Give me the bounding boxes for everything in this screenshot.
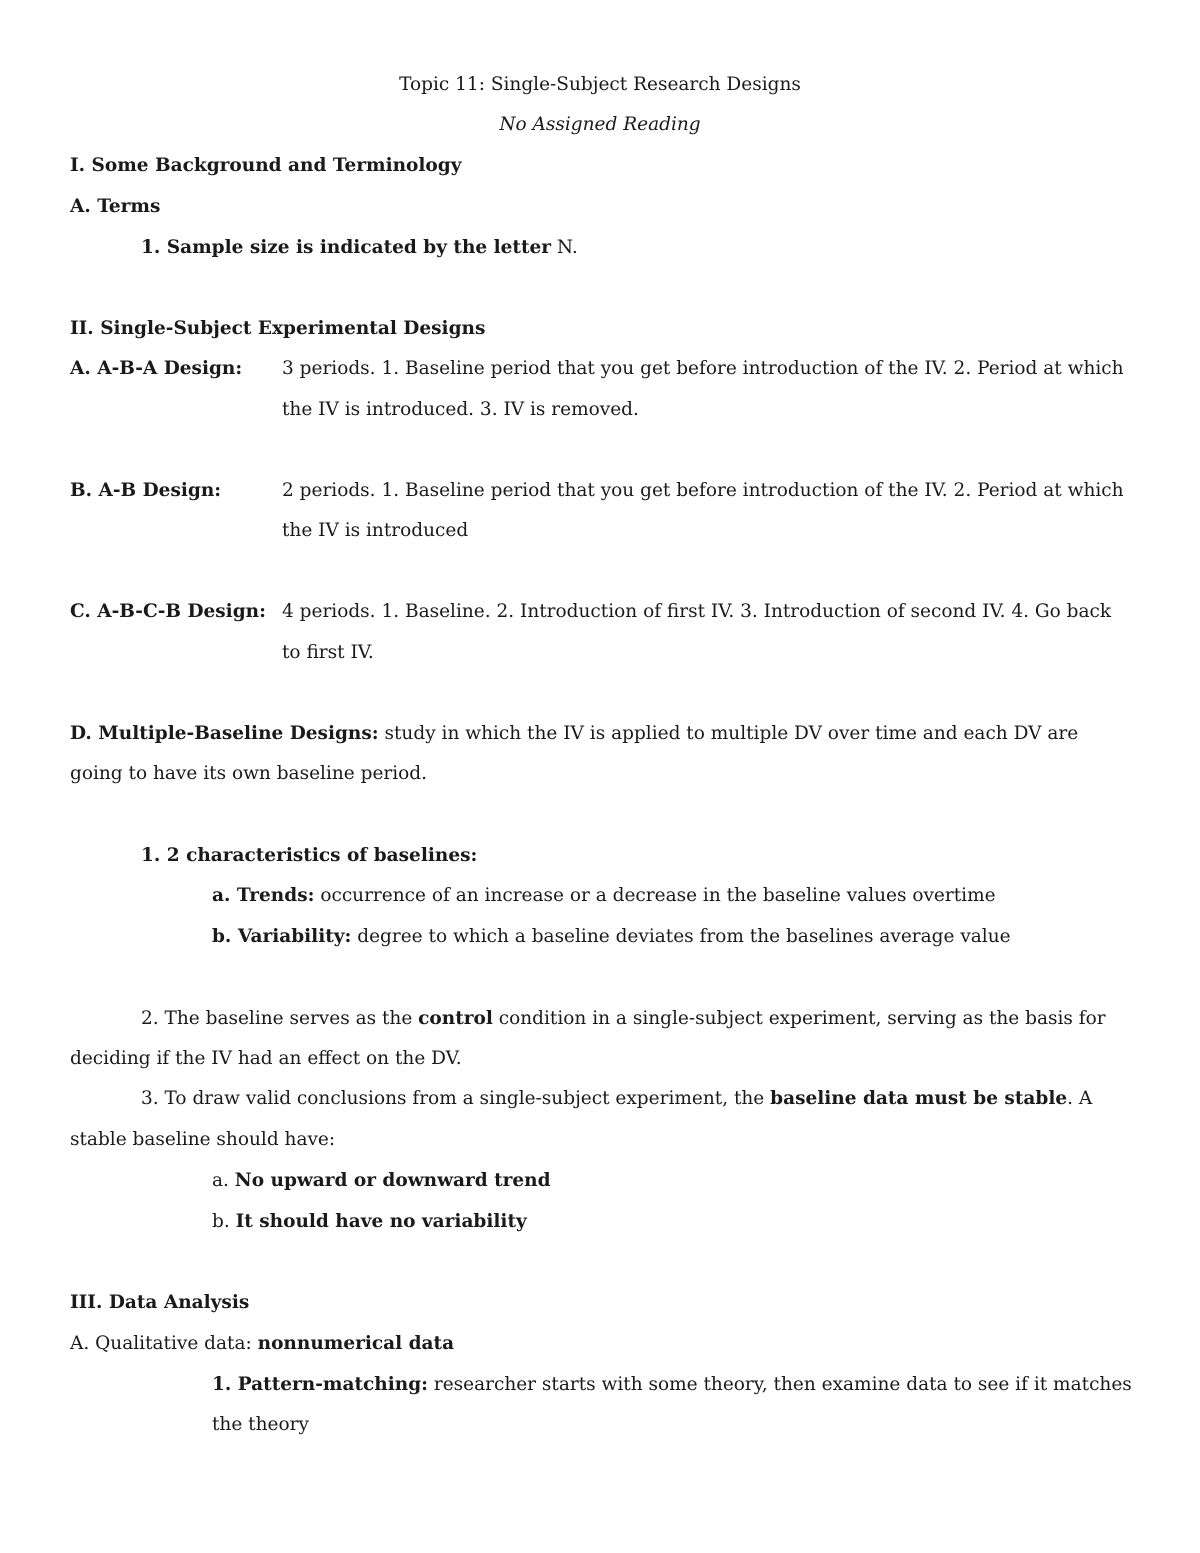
characteristic-variability	[212, 928, 1011, 947]
design-abcb-line2: to first IV.	[282, 642, 374, 663]
section-heading-2: II. Single-Subject Experimental Designs	[70, 318, 486, 339]
point-2-line2: deciding if the IV had an effect on the DV.	[70, 1048, 462, 1069]
qualitative-data-bold: nonnumerical data	[257, 1333, 455, 1354]
doc-title: Topic 11: Single-Subject Research Designs	[399, 74, 801, 95]
design-abcb-label: C. A-B-C-B Design:	[70, 601, 266, 622]
characteristic-trends-label: a. Trends:	[212, 885, 315, 906]
stable-item-b-prefix: b.	[212, 1211, 236, 1232]
characteristic-trends-text: occurrence of an increase or a decrease in the baseline values overtime	[314, 885, 996, 906]
point-3-post: . A	[1067, 1088, 1093, 1109]
design-aba-line2: the IV is introduced. 3. IV is removed.	[282, 399, 639, 420]
term-sample-size	[141, 239, 578, 258]
pattern-matching-line2: the theory	[212, 1414, 309, 1435]
doc-subtitle: No Assigned Reading	[499, 114, 701, 135]
stable-item-b	[212, 1213, 527, 1232]
point-3-line2: stable baseline should have:	[70, 1129, 336, 1150]
pattern-matching-line1	[212, 1376, 1132, 1395]
point-2-line1	[141, 1010, 1106, 1029]
section-heading-3: III. Data Analysis	[70, 1292, 250, 1313]
stable-item-a	[212, 1172, 551, 1191]
design-multiple-text: study in which the IV is applied to multiple DV over time and each DV are	[378, 723, 1079, 744]
characteristic-trends	[212, 887, 996, 906]
section-heading-1: I. Some Background and Terminology	[70, 155, 462, 176]
design-multiple-line1	[70, 725, 1078, 744]
stable-item-a-prefix: a.	[212, 1170, 235, 1191]
pattern-matching-label: 1. Pattern-matching:	[212, 1374, 428, 1395]
characteristic-variability-label: b. Variability:	[212, 926, 352, 947]
design-aba-label: A. A-B-A Design:	[70, 358, 243, 379]
point-3-pre: 3. To draw valid conclusions from a single-subject experiment, the	[141, 1088, 771, 1109]
design-multiple-label: D. Multiple-Baseline Designs:	[70, 723, 379, 744]
point-2-post: condition in a single-subject experiment, serving as the basis for	[492, 1008, 1106, 1029]
design-multiple-line2: going to have its own baseline period.	[70, 763, 428, 784]
qualitative-data-pre: A. Qualitative data:	[70, 1333, 258, 1354]
design-ab-label: B. A-B Design:	[70, 480, 222, 501]
design-aba-line1: 3 periods. 1. Baseline period that you get before introduction of the IV. 2. Period at which	[282, 358, 1124, 379]
characteristic-variability-text: degree to which a baseline deviates from the baselines average value	[351, 926, 1011, 947]
pattern-matching-text: researcher starts with some theory, then examine data to see if it matches	[427, 1374, 1132, 1395]
term-sample-size-bold: 1. Sample size is indicated by the letter	[141, 237, 552, 258]
point-2-bold: control	[418, 1008, 493, 1029]
point-3-line1	[141, 1090, 1092, 1109]
characteristics-heading: 1. 2 characteristics of baselines:	[141, 845, 478, 866]
qualitative-data	[70, 1335, 454, 1354]
subheading-terms: A. Terms	[70, 196, 161, 217]
point-3-bold: baseline data must be stable	[770, 1088, 1068, 1109]
design-ab-line1: 2 periods. 1. Baseline period that you get before introduction of the IV. 2. Period at which	[282, 480, 1124, 501]
design-ab-line2: the IV is introduced	[282, 520, 469, 541]
stable-item-b-bold: It should have no variability	[235, 1211, 527, 1232]
design-abcb-line1: 4 periods. 1. Baseline. 2. Introduction of first IV. 3. Introduction of second IV. 4. Go back	[282, 601, 1112, 622]
term-sample-size-text: N.	[551, 237, 578, 258]
stable-item-a-bold: No upward or downward trend	[234, 1170, 551, 1191]
point-2-pre: 2. The baseline serves as the	[141, 1008, 419, 1029]
